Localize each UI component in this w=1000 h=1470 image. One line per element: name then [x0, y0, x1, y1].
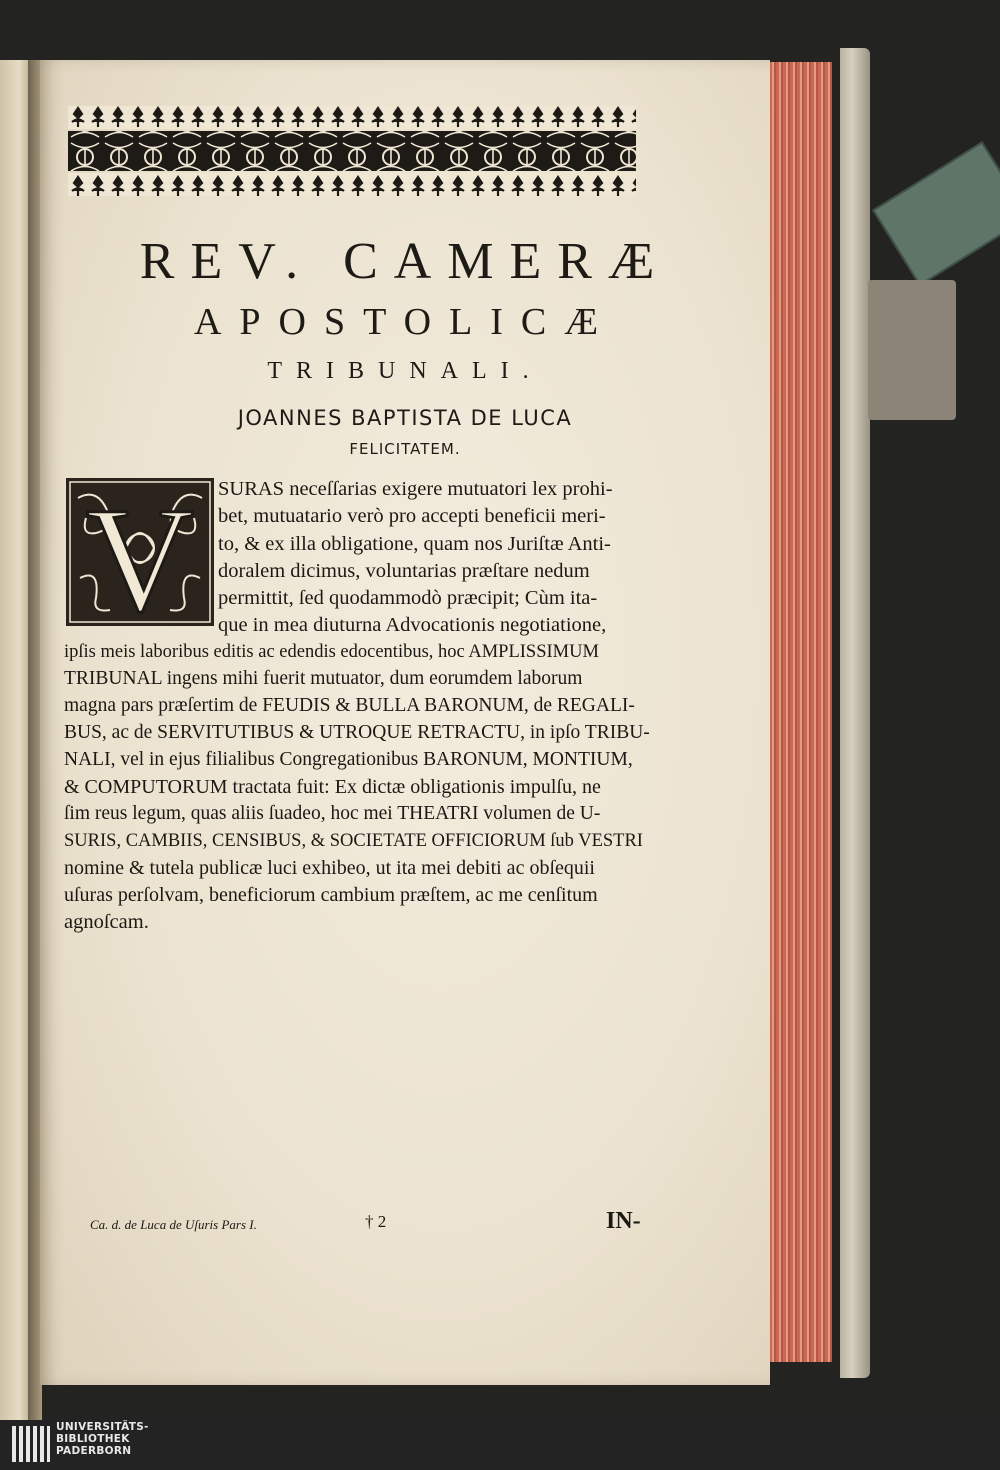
- library-footer-bar: [0, 1420, 1000, 1470]
- body-line: agnoſcam.: [64, 911, 149, 933]
- signature-mark: † 2: [365, 1212, 387, 1231]
- greeting-line: FELICITATEM.: [349, 440, 461, 458]
- body-line: doralem dicimus, voluntarias præſtare nedum: [218, 560, 590, 582]
- body-line: SURAS neceſſarias exigere mutuatori lex prohi-: [218, 478, 613, 500]
- body-line: NALI, vel in ejus filialibus Congregationibus BARONUM, MONTIUM,: [64, 749, 633, 770]
- title-line-3: TRIBUNALI.: [267, 358, 543, 384]
- ornamental-initial: [66, 478, 214, 626]
- body-line: ipſis meis laboribus editis ac edendis edocentibus, hoc AMPLISSIMUM: [64, 642, 599, 662]
- logo-line-2: BIBLIOTHEK: [56, 1433, 130, 1445]
- library-logo-text: [56, 1421, 149, 1457]
- library-logo-icon: [10, 1422, 52, 1466]
- body-line: BUS, ac de SERVITUTIBUS & UTROQUE RETRACTU, in ipſo TRIBU-: [64, 722, 650, 743]
- title-line-1: REV. CAMERÆ: [139, 233, 671, 290]
- body-line: que in mea diuturna Advocationis negotiatione,: [218, 614, 607, 636]
- book-cover-edge: [840, 48, 870, 1378]
- metal-clasp: [872, 141, 1000, 286]
- body-line: magna pars præſertim de FEUDIS & BULLA BARONUM, de REGALI-: [64, 695, 635, 716]
- body-line: bet, mutuatario verò pro accepti beneficii meri-: [218, 505, 606, 527]
- clasp-plate: [868, 280, 956, 420]
- body-line: to, & ex illa obligatione, quam nos Juriſtæ Anti-: [218, 533, 611, 555]
- author-line: JOANNES BAPTISTA DE LUCA: [237, 406, 573, 430]
- body-line: TRIBUNAL ingens mihi fuerit mutuator, dum eorumdem laborum: [64, 668, 583, 689]
- book-page: [40, 60, 770, 1385]
- logo-line-3: PADERBORN: [56, 1445, 132, 1457]
- body-line: uſuras perſolvam, beneficiorum cambium præſtem, ac me cenſitum: [64, 884, 598, 906]
- drop-cap-letter: V: [85, 478, 195, 626]
- body-line: nomine & tutela publicæ luci exhibeo, ut ita mei debiti ac obſequii: [64, 857, 595, 879]
- catchword: IN-: [606, 1208, 641, 1234]
- body-line: & COMPUTORUM tractata fuit: Ex dictæ obligationis impulſu, ne: [64, 776, 601, 798]
- running-title: Ca. d. de Luca de Uſuris Pars I.: [90, 1217, 257, 1232]
- logo-line-1: UNIVERSITÄTS-: [56, 1421, 149, 1433]
- body-line: ſim reus legum, quas aliis ſuadeo, hoc mei THEATRI volumen de U-: [64, 803, 601, 824]
- red-page-edges: [762, 62, 832, 1362]
- body-line: permittit, ſed quodammodò præcipit; Cùm ita-: [218, 587, 598, 609]
- title-line-2: APOSTOLICÆ: [193, 301, 617, 343]
- body-line: SURIS, CAMBIIS, CENSIBUS, & SOCIETATE OFFICIORUM ſub VESTRI: [64, 831, 643, 851]
- decorative-headpiece: [68, 106, 636, 198]
